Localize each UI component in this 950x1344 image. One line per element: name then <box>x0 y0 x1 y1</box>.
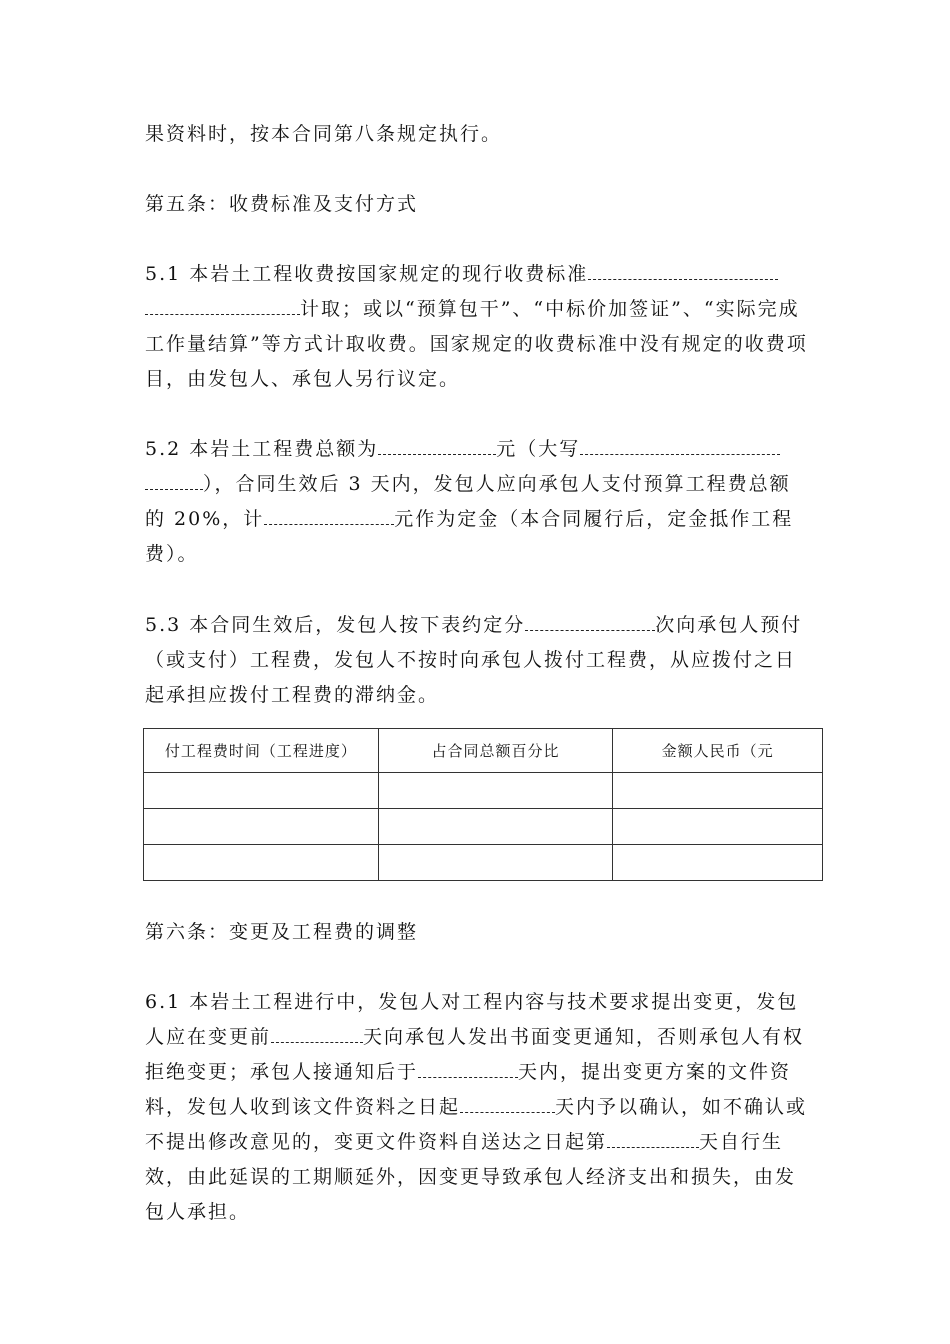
payment-table <box>143 728 823 881</box>
clause-5-3 <box>145 608 810 713</box>
table-cell[interactable] <box>613 773 823 809</box>
table-cell[interactable] <box>613 845 823 881</box>
paragraph-continuation <box>145 117 810 152</box>
table-cell[interactable] <box>378 845 613 881</box>
fill-blank[interactable] <box>460 1098 555 1113</box>
clause-text: 6.1 本岩土工程进行中，发包人对工程内容与技术要求提出变更，发包人应在变更前 <box>145 991 799 1048</box>
article-5-title <box>145 187 810 222</box>
paragraph-text: 果资料时，按本合同第八条规定执行。 <box>145 123 503 145</box>
clause-text: 5.2 本岩土工程费总额为 <box>145 438 379 460</box>
fill-blank[interactable] <box>418 1063 518 1078</box>
clause-text: 天向承包人发出书面变更通知，否则承包人有权拒绝变更；承包人接通知后于 <box>145 1026 805 1083</box>
table-cell[interactable] <box>378 773 613 809</box>
clause-text: 5.1 本岩土工程收费按国家规定的现行收费标准 <box>145 263 589 285</box>
clause-text: 天内，提出变更方案的文件资料，发包人收到该文件资料之日起 <box>145 1061 792 1118</box>
clause-text: 元作为定金（本合同履行后，定金抵作工程费）。 <box>145 508 794 565</box>
fill-blank[interactable] <box>271 1028 363 1043</box>
table-cell[interactable] <box>378 809 613 845</box>
clause-text: 5.3 本合同生效后，发包人按下表约定分 <box>145 614 526 636</box>
table-cell[interactable] <box>144 809 379 845</box>
fill-blank[interactable] <box>264 510 394 525</box>
fill-blank[interactable] <box>607 1133 699 1148</box>
clause-text: 元（大写 <box>496 438 581 460</box>
fill-blank[interactable] <box>145 475 203 490</box>
clause-text: 天自行生效，由此延误的工期顺延外，因变更导致承包人经济支出和损失，由发包人承担。 <box>145 1131 797 1223</box>
table-header: 占合同总额百分比 <box>378 729 613 773</box>
fill-blank[interactable] <box>588 265 778 280</box>
fill-blank[interactable] <box>580 440 780 455</box>
article-6-title <box>145 915 810 950</box>
clause-text: 天内予以确认，如不确认或不提出修改意见的，变更文件资料自送达之日起第 <box>145 1096 808 1153</box>
table-cell[interactable] <box>613 809 823 845</box>
table-cell[interactable] <box>144 773 379 809</box>
table-row <box>144 809 823 845</box>
table-row <box>144 845 823 881</box>
clause-text: ），合同生效后 3 天内，发包人应向承包人支付预算工程费总额的 20%，计 <box>145 473 791 530</box>
table-row <box>144 773 823 809</box>
clause-text: 次向承包人预付（或支付）工程费，发包人不按时向承包人拨付工程费，从应拨付之日起承担应拨付工程费的滞纳金。 <box>145 614 803 706</box>
table-header: 金额人民币（元 <box>613 729 823 773</box>
article-title-text: 第六条：变更及工程费的调整 <box>145 921 419 943</box>
clause-text: 计取；或以“预算包干”、“中标价加签证”、“实际完成工作量结算”等方式计取收费。国家规定的收费标准中没有规定的收费项目，由发包人、承包人另行议定。 <box>145 298 808 390</box>
fill-blank[interactable] <box>525 616 655 631</box>
article-title-text: 第五条：收费标准及支付方式 <box>145 193 419 215</box>
fill-blank[interactable] <box>378 440 496 455</box>
table-header: 付工程费时间（工程进度） <box>144 729 379 773</box>
table-cell[interactable] <box>144 845 379 881</box>
clause-6-1 <box>145 985 810 1230</box>
fill-blank[interactable] <box>145 300 300 315</box>
clause-5-1 <box>145 257 810 397</box>
clause-5-2 <box>145 432 810 572</box>
table-header-row <box>144 729 823 773</box>
